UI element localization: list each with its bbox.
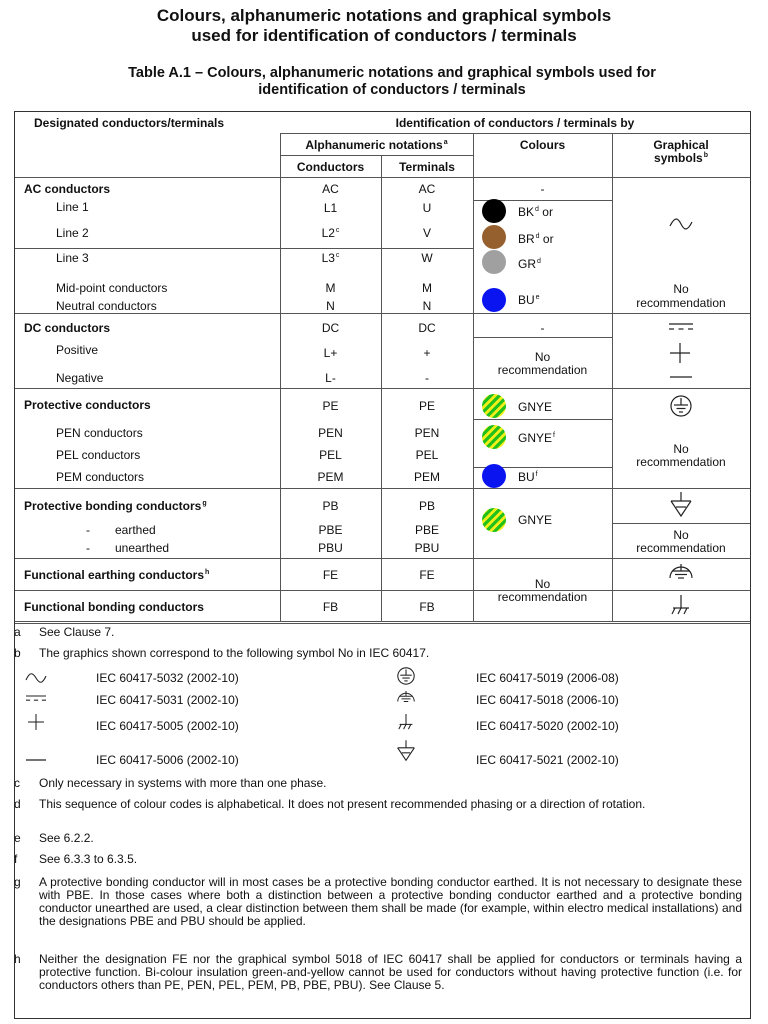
line1-label: Line 1 <box>56 200 89 214</box>
footnote-a-text: See Clause 7. <box>39 625 115 639</box>
fe-term: FE <box>419 568 435 582</box>
unearthed-label: unearthed <box>115 541 170 555</box>
protective-bonding-icon <box>669 492 693 520</box>
row-rule <box>15 621 750 622</box>
ac-title: AC conductors <box>24 182 111 196</box>
fb-term: FB <box>419 600 435 614</box>
cell-rule <box>473 337 612 338</box>
fe-norec-1: No <box>534 577 551 591</box>
protective-bonding-icon <box>396 740 416 764</box>
pen-label: PEN conductors <box>56 426 143 440</box>
row-rule <box>15 558 750 559</box>
pbe-term: PBE <box>414 523 439 537</box>
pen-term: PEN <box>414 426 440 440</box>
symbol-ref-neg: IEC 60417-5006 (2002-10) <box>96 753 239 767</box>
line1-cond: L1 <box>323 201 338 215</box>
symbol-ref-ac: IEC 60417-5032 (2002-10) <box>96 671 239 685</box>
grey-swatch <box>482 250 506 274</box>
header-terminals: Terminals <box>399 160 455 174</box>
midpoint-label: Mid-point conductors <box>56 281 168 295</box>
gnye-swatch <box>482 394 506 418</box>
footnote-c-text: Only necessary in systems with more than one phase. <box>39 776 327 790</box>
negative-label: Negative <box>56 371 104 385</box>
positive-plus-icon <box>28 714 44 730</box>
ac-norec-1: No <box>673 282 689 296</box>
header-alphanumeric: Alphanumeric notations$^a$ <box>305 138 448 152</box>
footnote-a-key: a <box>14 625 21 639</box>
row-rule <box>15 177 750 178</box>
line3-term: W <box>421 251 433 265</box>
footnote-d-key: d <box>14 797 21 811</box>
symbol-ref-dc: IEC 60417-5031 (2002-10) <box>96 693 239 707</box>
pb-norec-1: No <box>673 528 689 542</box>
symbol-ref-pb: IEC 60417-5021 (2002-10) <box>476 753 619 767</box>
ac-sine-icon <box>670 217 692 231</box>
footnote-c-key: c <box>14 776 20 790</box>
dc-colour: - <box>540 321 545 335</box>
line3-cond: L3$^c$ <box>321 251 340 265</box>
fb-cond: FB <box>322 600 339 614</box>
col-rule <box>473 133 474 622</box>
row-rule <box>15 488 750 489</box>
ac-cond: AC <box>322 182 339 196</box>
row-rule <box>15 623 750 624</box>
mid-cond: M <box>325 281 336 295</box>
positive-plus-icon <box>670 343 690 363</box>
bk-colour: $BK^d$ or <box>518 205 553 219</box>
pe-title: Protective conductors <box>24 398 151 412</box>
functional-bonding-icon <box>670 595 692 615</box>
pb-norec-2: recommendation <box>636 541 726 555</box>
pe-norec-1: No <box>673 442 689 456</box>
line2-label: Line 2 <box>56 226 89 240</box>
br-colour: $BR^d$ or <box>518 232 554 246</box>
dc-bars-icon <box>669 323 693 331</box>
row-rule <box>15 388 750 389</box>
pe-norec-2: recommendation <box>636 455 726 469</box>
pel-cond: PEL <box>319 448 342 462</box>
footnote-e-key: e <box>14 831 21 845</box>
blue-swatch <box>482 464 506 488</box>
bu-colour: $BU^e$ <box>518 293 540 307</box>
pel-term: PEL <box>415 448 439 462</box>
negative-minus-icon <box>26 759 46 761</box>
footnote-d-text: This sequence of colour codes is alphabetical. It does not present recommended phasing or a direction of rotation. <box>39 797 646 811</box>
header-graphical-2: symbols$^b$ <box>654 151 708 165</box>
pb-title: Protective bonding conductors$^g$ <box>24 499 207 513</box>
row-rule <box>15 590 750 591</box>
gr-colour: $GR^d$ <box>518 257 541 271</box>
header-graphical-1: Graphical <box>653 138 709 152</box>
ac-sine-icon <box>26 672 46 684</box>
line3-label: Line 3 <box>56 251 89 265</box>
dc-term: DC <box>418 321 436 335</box>
row-rule <box>15 313 750 314</box>
earthed-dash: - <box>86 523 90 537</box>
positive-label: Positive <box>56 343 99 357</box>
footnote-b-text: The graphics shown correspond to the following symbol No in IEC 60417. <box>39 646 430 660</box>
blue-swatch <box>482 288 506 312</box>
table-caption-line2: identification of conductors / terminals <box>258 82 526 98</box>
pbe-cond: PBE <box>318 523 343 537</box>
pbu-cond: PBU <box>318 541 343 555</box>
fe-title: Functional earthing conductors$^h$ <box>24 568 210 582</box>
neu-term: N <box>422 299 432 313</box>
negative-minus-icon <box>670 376 692 378</box>
line1-term: U <box>422 201 432 215</box>
header-conductors: Conductors <box>296 160 365 174</box>
footnote-b-key: b <box>14 646 21 660</box>
footnote-f-text: See 6.3.3 to 6.3.5. <box>39 852 138 866</box>
footnote-h-key: h <box>14 952 21 966</box>
ac-colour: - <box>540 182 545 196</box>
fe-norec-2: recommendation <box>497 590 588 604</box>
header-rule <box>280 133 750 134</box>
pel-label: PEL conductors <box>56 448 141 462</box>
neg-cond: L- <box>325 371 336 385</box>
neutral-label: Neutral conductors <box>56 299 157 313</box>
pe-cond: PE <box>322 399 339 413</box>
cell-rule <box>473 419 612 420</box>
table-caption-line1: Table A.1 – Colours, alphanumeric notations and graphical symbols used for <box>128 65 656 81</box>
dc-bars-icon <box>26 695 46 702</box>
fe-cond: FE <box>322 568 339 582</box>
protective-earth-icon <box>670 395 692 417</box>
pem-term: PEM <box>413 470 440 484</box>
dc-cond: DC <box>321 321 340 335</box>
functional-earth-icon <box>397 691 415 703</box>
row-rule <box>15 248 473 249</box>
pb-cond: PB <box>322 499 339 513</box>
page-title-line1: Colours, alphanumeric notations and graphical symbols <box>156 6 612 25</box>
footnote-f-key: f <box>14 852 18 866</box>
mid-term: M <box>422 281 432 295</box>
header-rule <box>280 155 473 156</box>
unearthed-dash: - <box>86 541 90 555</box>
black-swatch <box>482 199 506 223</box>
symbol-ref-fb: IEC 60417-5020 (2002-10) <box>476 719 619 733</box>
functional-earth-icon <box>669 564 693 580</box>
pe-term: PE <box>418 399 435 413</box>
ac-term: AC <box>418 182 436 196</box>
footnote-g-text: A protective bonding conductor will in most cases be a protective bonding conductor earthed. It is not necessary to designate these with PBE. In those cases where both a distinction between a protective bonding conductor earthed and a protective bonding conductor unearthed are used, a clear distinction between them shall be made (for example, within electro medical installations) and the designations PBE and PBU should be applied. <box>39 875 742 928</box>
header-identification: Identification of conductors / terminals by <box>395 116 635 130</box>
pe-colour: GNYE <box>518 400 553 414</box>
dc-norec-1: No <box>534 350 551 364</box>
pem-label: PEM conductors <box>56 470 145 484</box>
neu-cond: N <box>326 299 335 313</box>
brown-swatch <box>482 225 506 249</box>
pb-term: PB <box>418 499 435 513</box>
fb-title: Functional bonding conductors <box>24 600 204 614</box>
pen-colour: GNYE$^f$ <box>518 431 555 445</box>
ac-norec-2: recommendation <box>636 296 726 310</box>
gnye-swatch <box>482 425 506 449</box>
symbol-ref-fe: IEC 60417-5018 (2006-10) <box>476 693 619 707</box>
footnote-g-key: g <box>14 875 21 889</box>
pem-cond: PEM <box>317 470 344 484</box>
page-title-line2: used for identification of conductors / terminals <box>191 26 577 45</box>
dc-title: DC conductors <box>24 321 111 335</box>
symbol-ref-pos: IEC 60417-5005 (2002-10) <box>96 719 239 733</box>
pos-cond: L+ <box>323 346 338 360</box>
pos-term: + <box>423 346 431 360</box>
dc-norec-2: recommendation <box>497 363 588 377</box>
pbu-term: PBU <box>414 541 440 555</box>
header-designated: Designated conductors/terminals <box>34 116 225 130</box>
pem-colour: $BU^f$ <box>518 470 538 484</box>
functional-bonding-icon <box>397 714 415 730</box>
earthed-label: earthed <box>115 523 156 537</box>
cell-rule <box>612 523 750 524</box>
line2-cond: L2$^c$ <box>321 226 340 240</box>
pb-colour: GNYE <box>518 513 553 527</box>
header-colours: Colours <box>519 138 566 152</box>
neg-term: - <box>425 371 429 385</box>
symbol-ref-pe: IEC 60417-5019 (2006-08) <box>476 671 619 685</box>
line2-term: V <box>422 226 431 240</box>
footnote-e-text: See 6.2.2. <box>39 831 94 845</box>
pen-cond: PEN <box>318 426 343 440</box>
protective-earth-icon <box>397 667 415 685</box>
gnye-swatch <box>482 508 506 532</box>
footnote-h-text: Neither the designation FE nor the graphical symbol 5018 of IEC 60417 shall be applied for conductors or terminals having a protective function. Bi-colour insulation green-and-yellow cannot be used for conductors without having protective function (i.e. for conductors others than PE, PEN, PEL, PEM, PB, PBE, PBU). See Clause 5. <box>39 952 742 992</box>
